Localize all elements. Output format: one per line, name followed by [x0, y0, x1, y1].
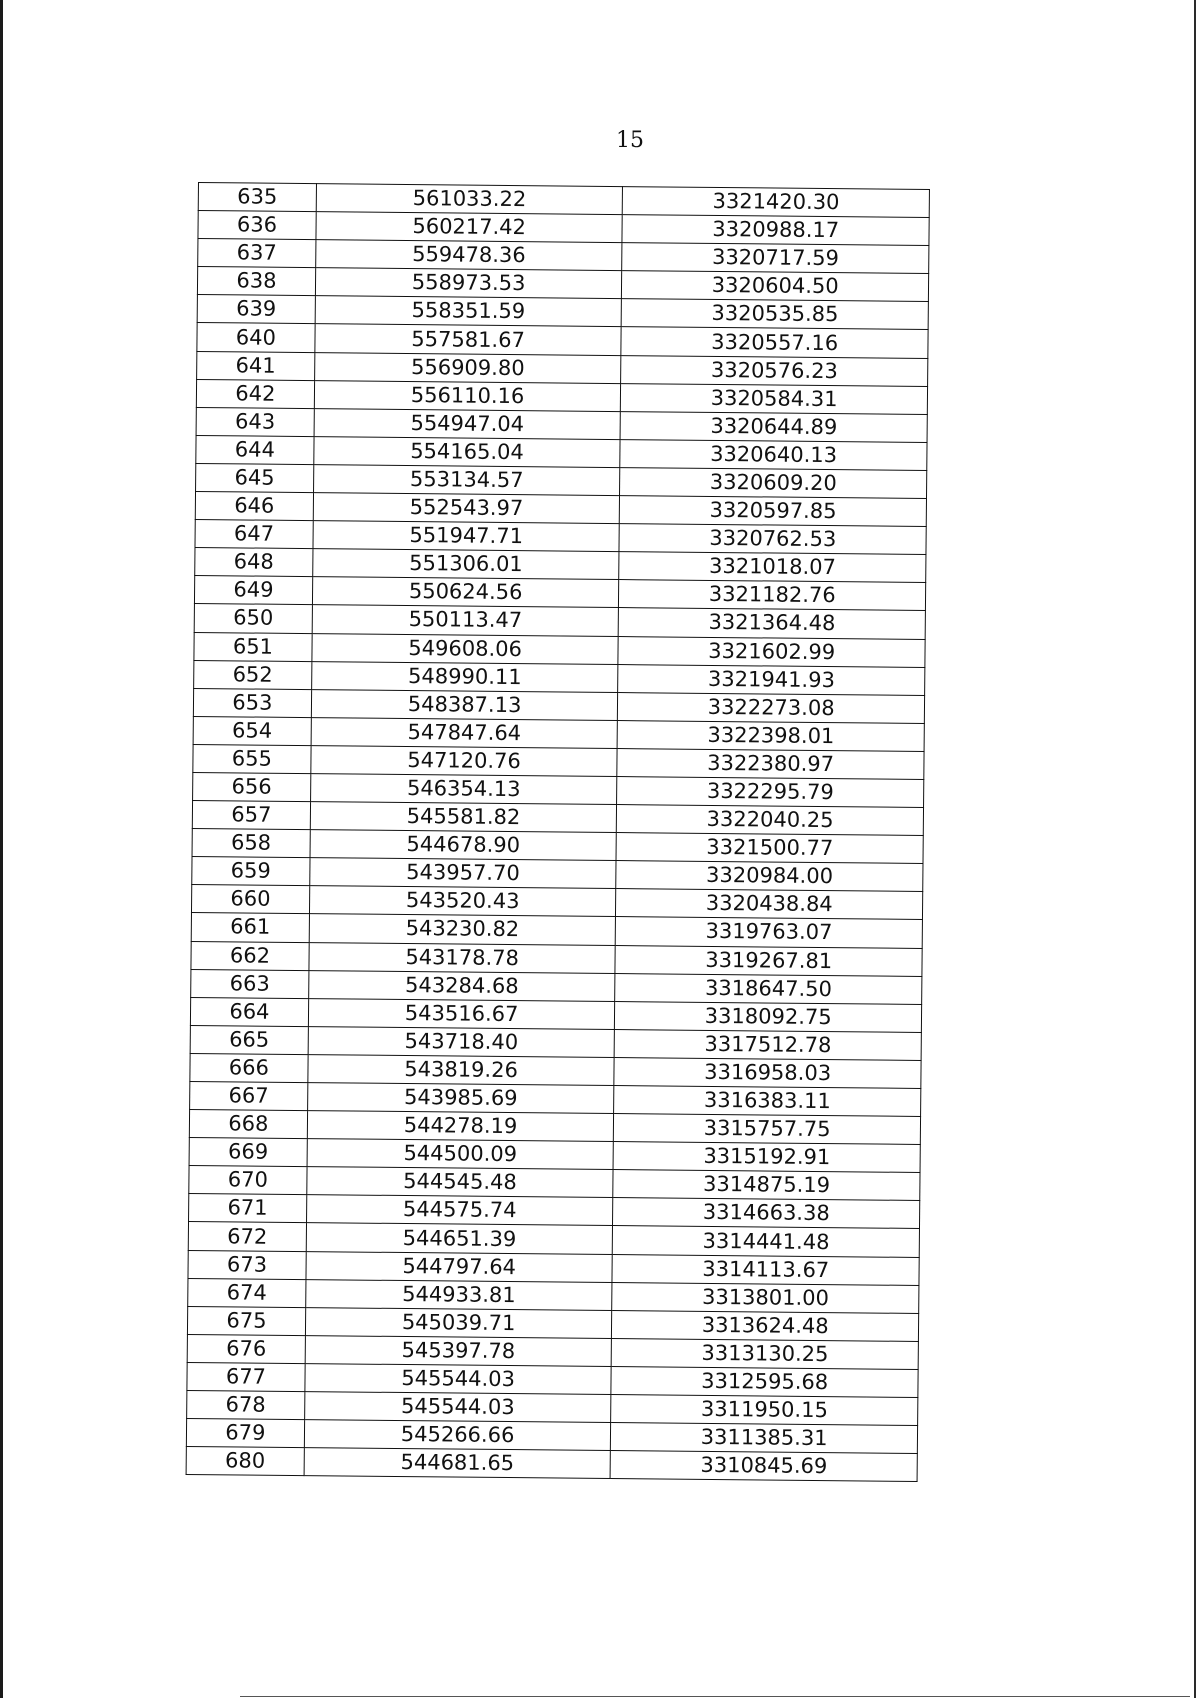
x-coordinate-cell: 558973.53: [315, 268, 622, 299]
x-coordinate-cell: 553134.57: [313, 465, 620, 496]
x-coordinate-cell: 544651.39: [306, 1223, 613, 1254]
point-id-cell: 667: [190, 1081, 308, 1110]
point-id-cell: 635: [198, 183, 316, 212]
y-coordinate-cell: 3318092.75: [615, 1001, 922, 1032]
y-coordinate-cell: 3313130.25: [612, 1338, 919, 1369]
x-coordinate-cell: 544678.90: [310, 830, 617, 861]
x-coordinate-cell: 544681.65: [304, 1448, 611, 1479]
point-id-cell: 647: [195, 520, 313, 549]
point-id-cell: 676: [187, 1334, 305, 1363]
point-id-cell: 673: [188, 1250, 306, 1279]
point-id-cell: 646: [195, 492, 313, 521]
x-coordinate-cell: 543230.82: [309, 914, 616, 945]
y-coordinate-cell: 3320597.85: [620, 496, 927, 527]
point-id-cell: 678: [187, 1390, 305, 1419]
point-id-cell: 644: [196, 435, 314, 464]
y-coordinate-cell: 3321941.93: [618, 664, 925, 695]
page-number: 15: [616, 128, 644, 153]
y-coordinate-cell: 3313624.48: [612, 1310, 919, 1341]
table-row: [186, 1447, 917, 1482]
scan-right-edge: [1194, 0, 1196, 1698]
y-coordinate-cell: 3320557.16: [621, 327, 928, 358]
point-id-cell: 636: [198, 211, 316, 240]
y-coordinate-cell: 3313801.00: [612, 1282, 919, 1313]
point-id-cell: 640: [197, 323, 315, 352]
point-id-cell: 659: [192, 857, 310, 886]
x-coordinate-cell: 543985.69: [307, 1083, 614, 1114]
point-id-cell: 651: [194, 632, 312, 661]
x-coordinate-cell: 543957.70: [310, 858, 617, 889]
x-coordinate-cell: 558351.59: [315, 296, 622, 327]
x-coordinate-cell: 545544.03: [304, 1392, 611, 1423]
point-id-cell: 675: [187, 1306, 305, 1335]
y-coordinate-cell: 3320535.85: [622, 299, 929, 330]
point-id-cell: 656: [193, 772, 311, 801]
y-coordinate-cell: 3319763.07: [616, 917, 923, 948]
y-coordinate-cell: 3310845.69: [610, 1451, 917, 1482]
x-coordinate-cell: 543819.26: [308, 1055, 615, 1086]
y-coordinate-cell: 3320988.17: [622, 215, 929, 246]
y-coordinate-cell: 3314663.38: [613, 1198, 920, 1229]
x-coordinate-cell: 543178.78: [309, 942, 616, 973]
x-coordinate-cell: 556909.80: [314, 352, 621, 383]
point-id-cell: 665: [190, 1025, 308, 1054]
coordinate-table-body: [186, 183, 929, 1482]
y-coordinate-cell: 3320584.31: [621, 383, 928, 414]
x-coordinate-cell: 548990.11: [311, 661, 618, 692]
y-coordinate-cell: 3320609.20: [620, 468, 927, 499]
scan-left-edge: [0, 0, 3, 1698]
point-id-cell: 638: [197, 267, 315, 296]
point-id-cell: 648: [195, 548, 313, 577]
y-coordinate-cell: 3316958.03: [614, 1057, 921, 1088]
x-coordinate-cell: 551306.01: [313, 549, 620, 580]
x-coordinate-cell: 547847.64: [311, 717, 618, 748]
y-coordinate-cell: 3321364.48: [619, 608, 926, 639]
x-coordinate-cell: 545397.78: [305, 1335, 612, 1366]
y-coordinate-cell: 3320604.50: [622, 271, 929, 302]
x-coordinate-cell: 556110.16: [314, 380, 621, 411]
point-id-cell: 663: [191, 969, 309, 998]
y-coordinate-cell: 3319267.81: [615, 945, 922, 976]
x-coordinate-cell: 544797.64: [306, 1251, 613, 1282]
x-coordinate-cell: 543284.68: [308, 970, 615, 1001]
coordinate-table-container: [186, 182, 930, 1482]
x-coordinate-cell: 559478.36: [316, 240, 623, 271]
x-coordinate-cell: 545544.03: [305, 1364, 612, 1395]
y-coordinate-cell: 3322380.97: [617, 748, 924, 779]
y-coordinate-cell: 3312595.68: [611, 1366, 918, 1397]
point-id-cell: 666: [190, 1053, 308, 1082]
y-coordinate-cell: 3320762.53: [619, 524, 926, 555]
point-id-cell: 655: [193, 744, 311, 773]
point-id-cell: 652: [194, 660, 312, 689]
point-id-cell: 649: [194, 576, 312, 605]
point-id-cell: 639: [197, 295, 315, 324]
point-id-cell: 677: [187, 1362, 305, 1391]
x-coordinate-cell: 560217.42: [316, 212, 623, 243]
point-id-cell: 679: [186, 1419, 304, 1448]
y-coordinate-cell: 3311385.31: [611, 1423, 918, 1454]
x-coordinate-cell: 544500.09: [307, 1139, 614, 1170]
x-coordinate-cell: 544545.48: [307, 1167, 614, 1198]
x-coordinate-cell: 545581.82: [310, 802, 617, 833]
scan-bottom-edge: [240, 1696, 1190, 1697]
x-coordinate-cell: 545266.66: [304, 1420, 611, 1451]
point-id-cell: 668: [189, 1110, 307, 1139]
point-id-cell: 660: [191, 885, 309, 914]
point-id-cell: 650: [194, 604, 312, 633]
point-id-cell: 657: [192, 801, 310, 830]
x-coordinate-cell: 547120.76: [311, 745, 618, 776]
y-coordinate-cell: 3320717.59: [622, 243, 929, 274]
point-id-cell: 654: [193, 716, 311, 745]
x-coordinate-cell: 551947.71: [313, 521, 620, 552]
point-id-cell: 658: [192, 829, 310, 858]
point-id-cell: 637: [198, 239, 316, 268]
point-id-cell: 643: [196, 407, 314, 436]
point-id-cell: 672: [188, 1222, 306, 1251]
x-coordinate-cell: 544278.19: [307, 1111, 614, 1142]
y-coordinate-cell: 3322295.79: [617, 777, 924, 808]
y-coordinate-cell: 3317512.78: [615, 1029, 922, 1060]
y-coordinate-cell: 3318647.50: [615, 973, 922, 1004]
x-coordinate-cell: 543718.40: [308, 1026, 615, 1057]
y-coordinate-cell: 3311950.15: [611, 1395, 918, 1426]
point-id-cell: 642: [196, 379, 314, 408]
x-coordinate-cell: 561033.22: [316, 184, 623, 215]
x-coordinate-cell: 554947.04: [314, 408, 621, 439]
x-coordinate-cell: 554165.04: [314, 436, 621, 467]
x-coordinate-cell: 543516.67: [308, 998, 615, 1029]
y-coordinate-cell: 3314441.48: [613, 1226, 920, 1257]
point-id-cell: 664: [190, 997, 308, 1026]
x-coordinate-cell: 545039.71: [305, 1307, 612, 1338]
x-coordinate-cell: 543520.43: [309, 886, 616, 917]
y-coordinate-cell: 3316383.11: [614, 1086, 921, 1117]
y-coordinate-cell: 3322273.08: [618, 692, 925, 723]
point-id-cell: 661: [191, 913, 309, 942]
coordinate-table: [186, 182, 930, 1482]
point-id-cell: 671: [189, 1194, 307, 1223]
point-id-cell: 645: [196, 463, 314, 492]
y-coordinate-cell: 3315192.91: [613, 1142, 920, 1173]
x-coordinate-cell: 557581.67: [315, 324, 622, 355]
x-coordinate-cell: 546354.13: [310, 774, 617, 805]
y-coordinate-cell: 3321182.76: [619, 580, 926, 611]
x-coordinate-cell: 550624.56: [312, 577, 619, 608]
y-coordinate-cell: 3320576.23: [621, 355, 928, 386]
y-coordinate-cell: 3321602.99: [618, 636, 925, 667]
x-coordinate-cell: 548387.13: [311, 689, 618, 720]
y-coordinate-cell: 3321420.30: [623, 187, 930, 218]
y-coordinate-cell: 3320984.00: [616, 861, 923, 892]
y-coordinate-cell: 3320644.89: [620, 411, 927, 442]
point-id-cell: 670: [189, 1166, 307, 1195]
y-coordinate-cell: 3321018.07: [619, 552, 926, 583]
y-coordinate-cell: 3314875.19: [613, 1170, 920, 1201]
point-id-cell: 653: [193, 688, 311, 717]
y-coordinate-cell: 3321500.77: [616, 833, 923, 864]
x-coordinate-cell: 544575.74: [306, 1195, 613, 1226]
point-id-cell: 669: [189, 1138, 307, 1167]
y-coordinate-cell: 3315757.75: [614, 1114, 921, 1145]
x-coordinate-cell: 552543.97: [313, 493, 620, 524]
x-coordinate-cell: 549608.06: [312, 633, 619, 664]
point-id-cell: 674: [188, 1278, 306, 1307]
point-id-cell: 662: [191, 941, 309, 970]
y-coordinate-cell: 3320438.84: [616, 889, 923, 920]
x-coordinate-cell: 544933.81: [306, 1279, 613, 1310]
point-id-cell: 641: [197, 351, 315, 380]
x-coordinate-cell: 550113.47: [312, 605, 619, 636]
y-coordinate-cell: 3322040.25: [617, 805, 924, 836]
point-id-cell: 680: [186, 1447, 304, 1476]
y-coordinate-cell: 3322398.01: [617, 720, 924, 751]
y-coordinate-cell: 3320640.13: [620, 439, 927, 470]
y-coordinate-cell: 3314113.67: [612, 1254, 919, 1285]
